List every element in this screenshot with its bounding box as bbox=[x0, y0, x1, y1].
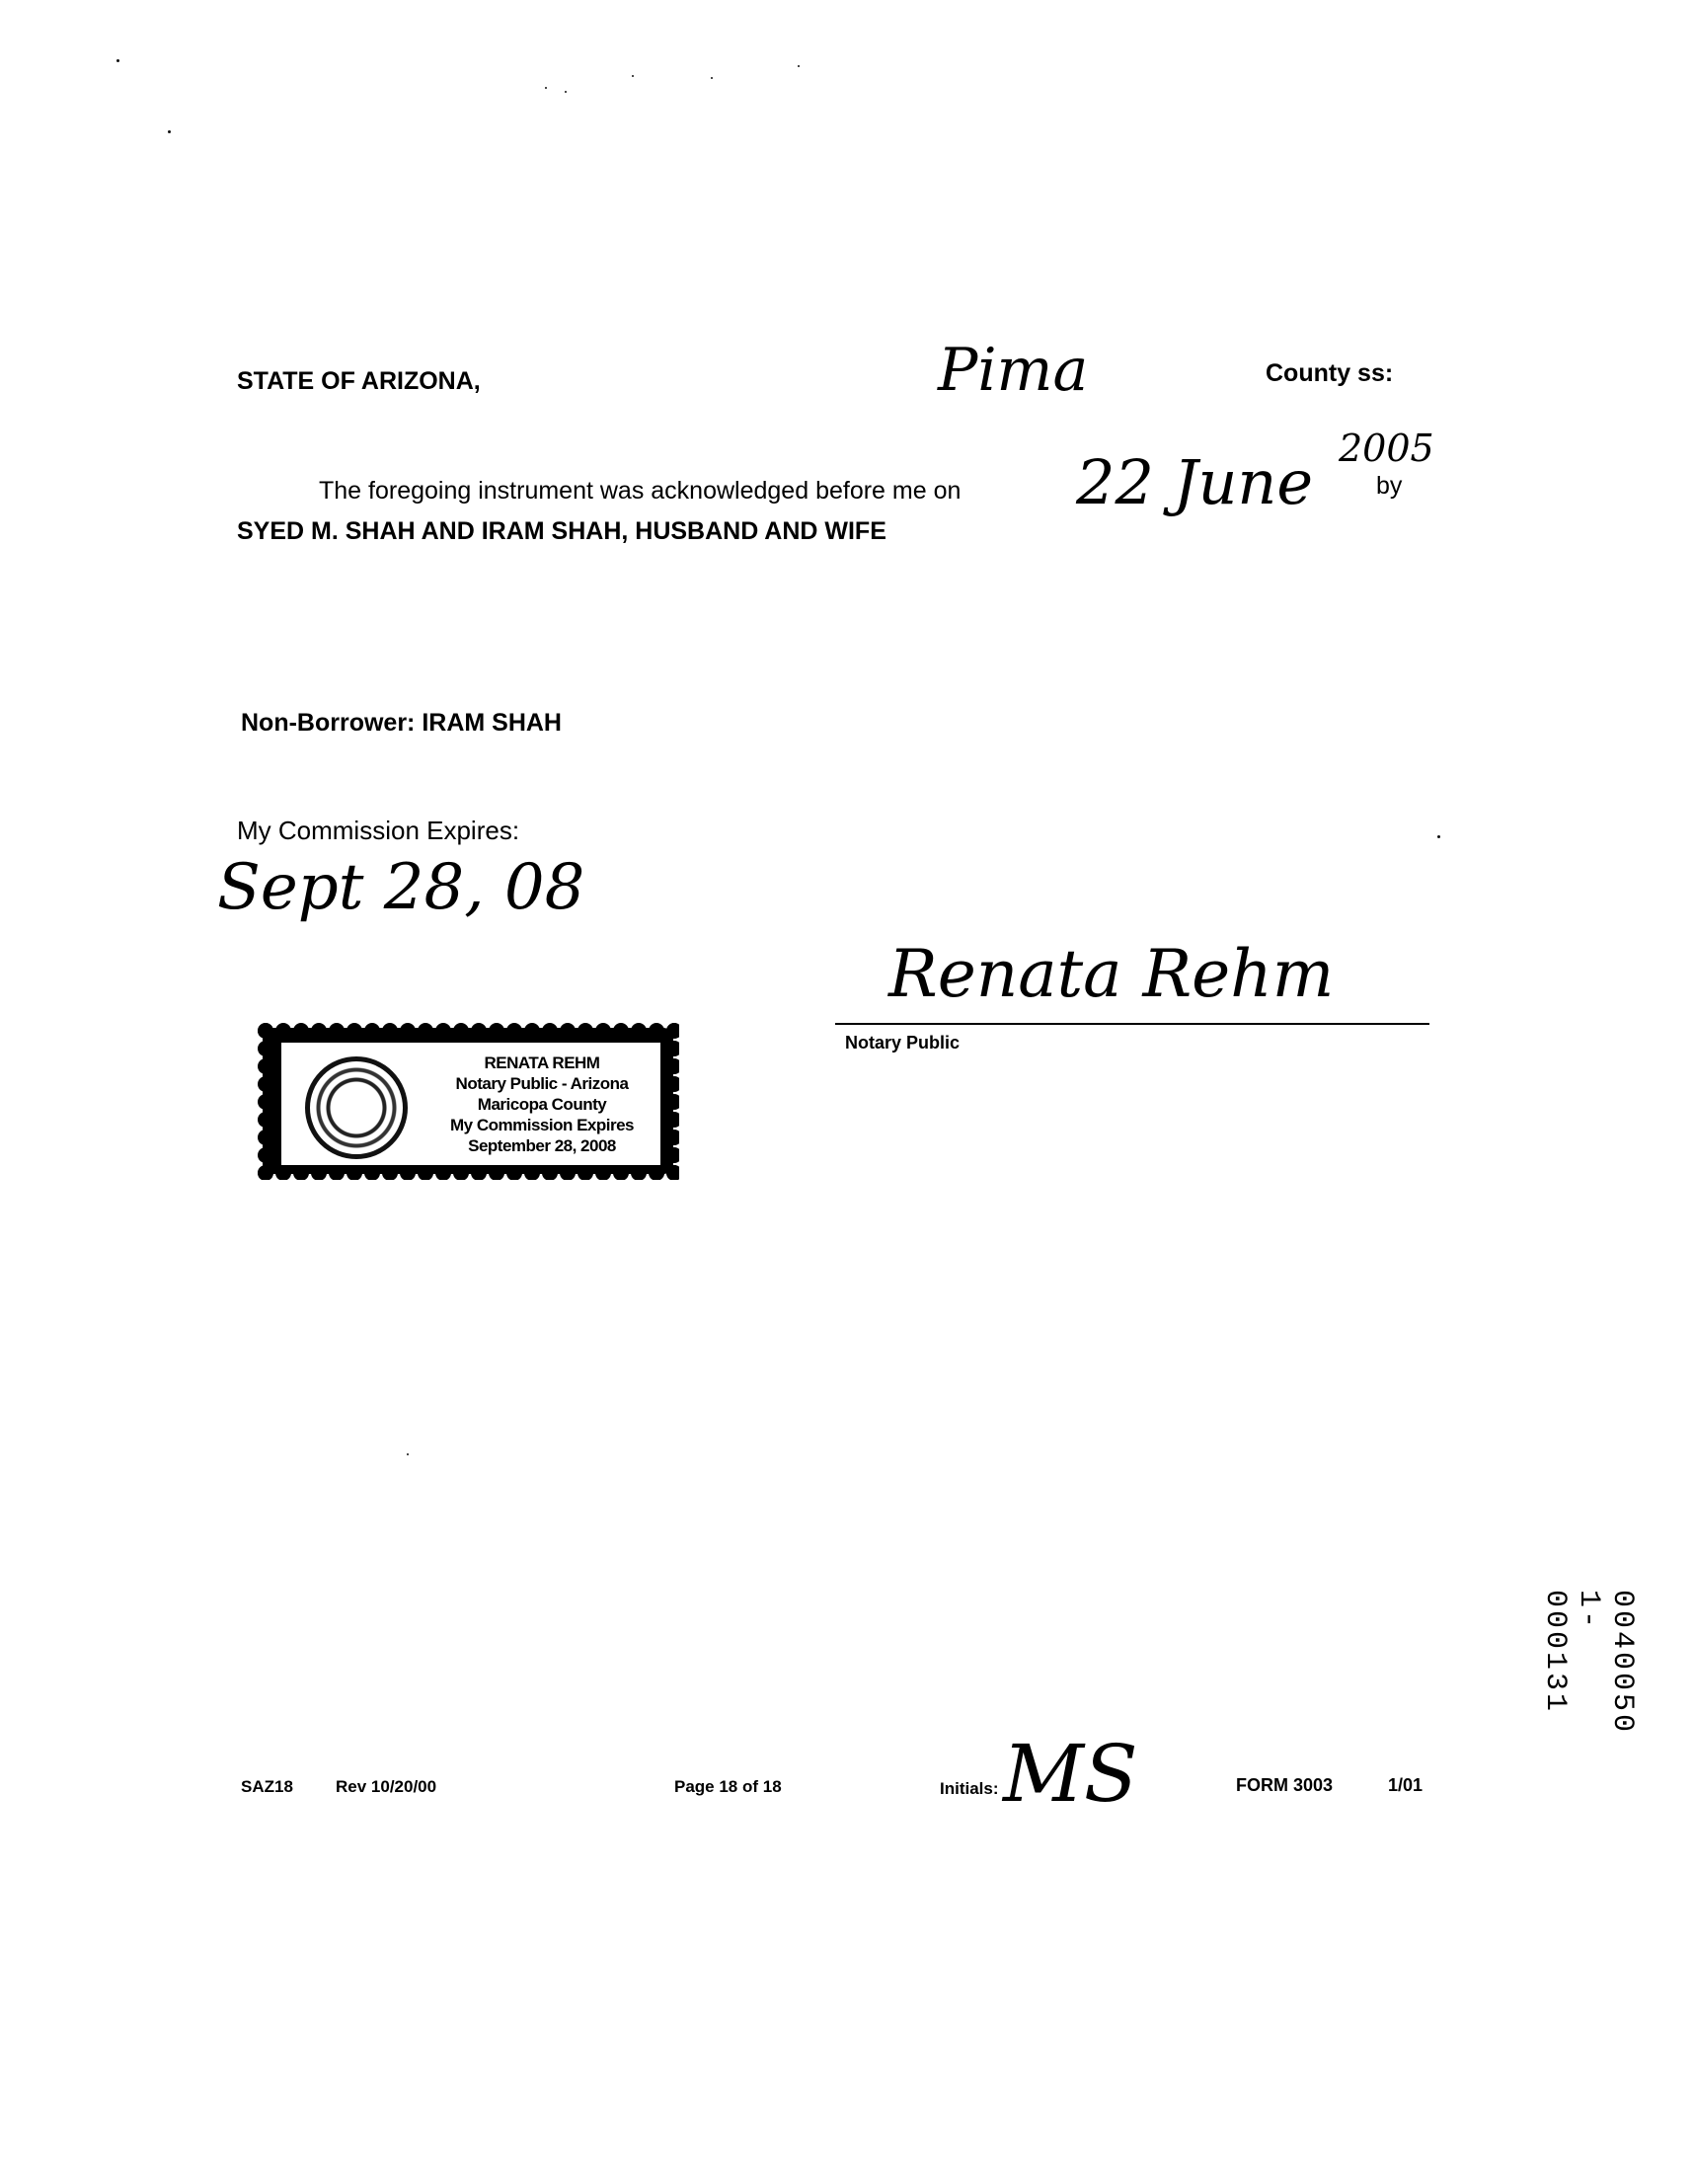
scan-speck bbox=[711, 77, 713, 79]
stamp-text bbox=[429, 1053, 654, 1156]
scan-speck bbox=[632, 75, 634, 77]
parties-names: SYED M. SHAH AND IRAM SHAH, HUSBAND AND WIFE bbox=[237, 517, 886, 545]
commission-expires-label: My Commission Expires: bbox=[237, 816, 520, 845]
state-seal-icon bbox=[305, 1056, 408, 1159]
stamp-line: Notary Public - Arizona bbox=[455, 1074, 629, 1093]
initials-label: Initials: bbox=[940, 1779, 999, 1798]
form-code: SAZ18 bbox=[241, 1777, 293, 1796]
signature-line bbox=[835, 1023, 1429, 1025]
notary-public-label: Notary Public bbox=[845, 1033, 961, 1053]
stamp-line: RENATA REHM bbox=[484, 1053, 600, 1072]
scan-speck bbox=[407, 1453, 409, 1455]
state-label: STATE OF ARIZONA, bbox=[237, 367, 481, 395]
initials-handwritten: MS bbox=[1003, 1728, 1138, 1820]
scan-speck bbox=[168, 130, 171, 133]
scan-speck bbox=[116, 59, 119, 62]
non-borrower-label: Non-Borrower: IRAM SHAH bbox=[241, 709, 562, 737]
county-label: County ss: bbox=[1266, 359, 1394, 387]
acknowledgment-text: The foregoing instrument was acknowledged before me on bbox=[319, 477, 962, 505]
by-label: by bbox=[1376, 472, 1403, 500]
notary-stamp bbox=[257, 1022, 679, 1180]
county-name-handwritten: Pima bbox=[938, 336, 1089, 405]
stamp-line: My Commission Expires bbox=[449, 1116, 634, 1134]
stamp-line: September 28, 2008 bbox=[468, 1136, 616, 1155]
form-revision: Rev 10/20/00 bbox=[336, 1777, 437, 1796]
form-number: FORM 3003 bbox=[1236, 1775, 1334, 1795]
stamp-inner-box bbox=[278, 1040, 663, 1168]
acknowledgment-date-handwritten: 22 June bbox=[1076, 446, 1314, 518]
commission-date-handwritten: Sept 28, 08 bbox=[217, 851, 585, 924]
scan-speck bbox=[798, 65, 800, 67]
notary-signature: Renata Rehm bbox=[888, 936, 1335, 1012]
page-number: Page 18 of 18 bbox=[674, 1777, 782, 1796]
scan-speck bbox=[545, 87, 547, 89]
scan-speck bbox=[1437, 835, 1440, 838]
acknowledgment-year-handwritten: 2005 bbox=[1339, 427, 1434, 470]
form-date: 1/01 bbox=[1388, 1775, 1424, 1795]
side-document-number: 0040050 1-000131 bbox=[1538, 1590, 1639, 1736]
scan-speck bbox=[565, 91, 567, 93]
stamp-line: Maricopa County bbox=[477, 1095, 607, 1114]
